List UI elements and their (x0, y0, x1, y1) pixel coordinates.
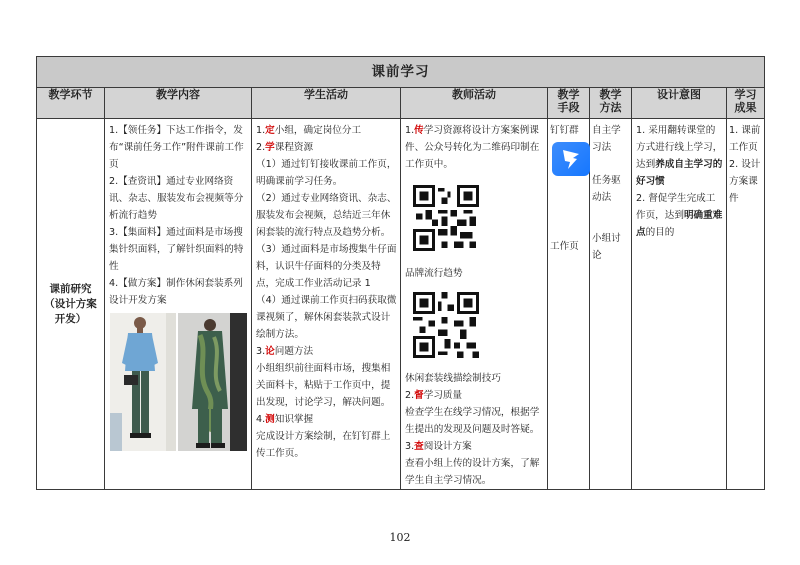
intent-item-1: 1. 采用翻转课堂的方式进行线上学习，达到养成自主学习的好习惯 (636, 125, 723, 187)
student-step-3-text: 小组组织前往面料市场，搜集相关面料卡，粘贴于工作页中，提出发现，讨论学习，解决问题。 (256, 363, 391, 408)
section-banner: 课前学习 (37, 57, 765, 88)
student-step-3: 3.论问题方法 (256, 346, 314, 357)
content-item: 1.【领任务】下达工作指令，发布“课前任务工作”附件课前工作页 (109, 125, 244, 170)
method-cell (590, 119, 632, 490)
lesson-plan-table (36, 56, 765, 490)
fashion-photos (110, 313, 247, 451)
outcome-item: 1. 课前工作页 (729, 125, 761, 153)
header-method: 教学 方法 (590, 88, 632, 119)
fashion-photo-blue-jacket (110, 313, 176, 451)
student-step-4-text: 完成设计方案绘制，在钉钉群上传工作页。 (256, 431, 391, 459)
qr-code-drawing-skills[interactable] (413, 292, 479, 358)
header-means: 教学 手段 (548, 88, 590, 119)
teacher-step-3-text: 查看小组上传的设计方案，了解学生自主学习情况。 (405, 458, 540, 486)
header-content: 教学内容 (105, 88, 252, 119)
stage-cell: 课前研究 （设计方案 开发） (37, 119, 105, 490)
means-dingtalk-group: 钉钉群 (550, 125, 579, 136)
student-step-2: 2.学课程资源 (256, 142, 314, 153)
header-outcome: 学习 成果 (727, 88, 765, 119)
fashion-photo-green-coat (178, 313, 247, 451)
means-cell (548, 119, 590, 490)
outcome-cell (727, 119, 765, 490)
student-substep: （2）通过专业网络资讯、杂志、服装发布会视频，总结近三年休闲套装的流行特点及趋势分析。 (256, 193, 397, 238)
teacher-step-2-text: 检查学生在线学习情况，根据学生提出的发现及问题及时答疑。 (405, 407, 540, 435)
header-student-activity: 学生活动 (252, 88, 401, 119)
student-substep: （1）通过钉钉接收课前工作页，明确课前学习任务。 (256, 159, 397, 187)
method-item: 自主学习法 (592, 125, 621, 153)
qr-caption-trends: 品牌流行趋势 (405, 268, 463, 279)
page-number: 102 (389, 531, 411, 544)
header-design-intent: 设计意图 (632, 88, 727, 119)
means-worksheet: 工作页 (550, 241, 579, 252)
intent-item-2: 2. 督促学生完成工作页，达到明确重难点的目的 (636, 193, 723, 238)
teacher-step-2: 2.督学习质量 (405, 390, 463, 401)
method-item: 小组讨论 (592, 233, 621, 261)
student-substep: （3）通过面料是市场搜集牛仔面料，认识牛仔面料的分类及特点，完成工作业活动记录 1 (256, 244, 397, 289)
method-item: 任务驱动法 (592, 175, 621, 203)
header-stage: 教学环节 (37, 88, 105, 119)
dingtalk-icon (552, 142, 590, 176)
qr-code-trends[interactable] (413, 185, 479, 251)
content-item: 2.【查资讯】通过专业网络资讯、杂志、服装发布会视频等分析流行趋势 (109, 176, 244, 221)
teacher-step-3: 3.查阅设计方案 (405, 441, 472, 452)
header-teacher-activity: 教师活动 (401, 88, 548, 119)
design-intent-cell (632, 119, 727, 490)
teacher-step-1: 1.传学习资源将设计方案案例课件、公众号转化为二维码印制在工作页中。 (405, 125, 540, 170)
student-activity-cell (252, 119, 401, 490)
content-item: 3.【集面料】通过面料是市场搜集针织面料，了解针织面料的特性 (109, 227, 244, 272)
student-substep: （4）通过课前工作页扫码获取微课视频了，解休闲套装款式设计绘制方法。 (256, 295, 397, 340)
content-item: 4.【做方案】制作休闲套装系列设计开发方案 (109, 278, 243, 306)
student-step-1: 1.定小组，确定岗位分工 (256, 125, 362, 136)
outcome-item: 2. 设计方案课件 (729, 159, 761, 204)
student-step-4: 4.测知识掌握 (256, 414, 314, 425)
teacher-activity-cell (401, 119, 548, 490)
content-cell (105, 119, 252, 490)
qr-caption-drawing-skills: 休闲套装线描绘制技巧 (405, 373, 501, 384)
